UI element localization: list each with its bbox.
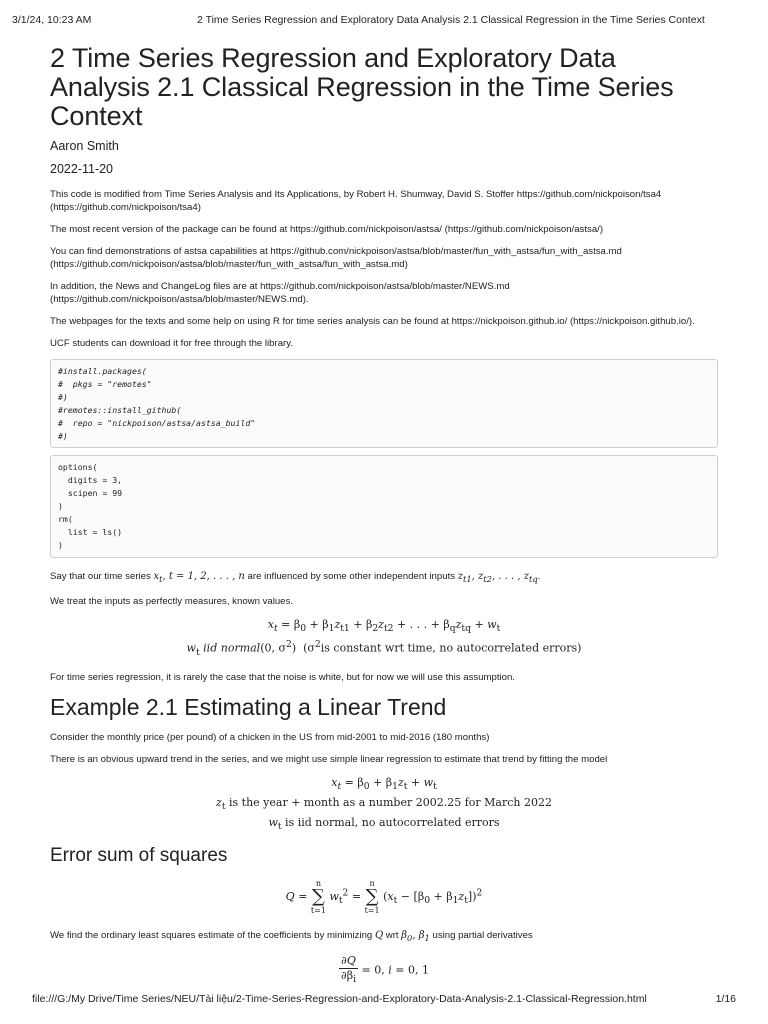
inputs-paragraph: Say that our time series $x_t$, t = 1, 2, . . . , n are influenced by some other independent inputs $z_{t1}$, $z_{t2}$, . . . , $z_{tq}$. — [50, 570, 541, 584]
intro-paragraph: UCF students can download it for free through the library. — [50, 338, 293, 349]
trend-equation: $x_t = \beta_0 + \beta_1z_t + w_t$ $z_t$ is the year + month as a number 2002.25 for March 2022 $w_t$ is iid normal, no autocorrelated errors — [216, 775, 552, 833]
print-header — [12, 14, 756, 28]
intro-paragraph: In addition, the News and ChangeLog files are at https://github.com/nickpoison/astsa/blob/master/NEWS.md (https://github.com/nickpoison/astsa/blob/master/NEWS.md). — [50, 281, 510, 305]
ols-paragraph: We find the ordinary least squares estimate of the coefficients by minimizing Q wrt $\beta_0$, $\beta_1$ using partial derivatives — [50, 930, 533, 944]
fraction: $\frac{\partial Q}{\partial\beta_i}$ — [341, 954, 357, 986]
print-date: 3/1/24, 10:23 AM — [12, 14, 92, 26]
code-text: options( digits = 3, scipen = 99 ) rm( list = ls() ) — [58, 462, 123, 550]
code-block-options — [50, 455, 718, 557]
summation-sign: n ∑ t=1 — [364, 879, 380, 916]
print-title: 2 Time Series Regression and Exploratory Data Analysis 2.1 Classical Regression in the Time Series Context — [197, 14, 705, 26]
page-number: 1/16 — [715, 993, 736, 1005]
noise-paragraph: For time series regression, it is rarely the case that the noise is white, but for now we will use this assumption. — [50, 671, 515, 683]
math-x-t: $x_t$, t = 1, 2, . . . , n — [153, 570, 245, 584]
code-text: #install.packages( # pkgs = "remotes" #) #remotes::install_github( # repo = "nickpoison/astsa/astsa_build" #) — [58, 366, 256, 441]
sse-equation: Q = n ∑ t=1 $w_t^2$ = n ∑ t=1 $(x_t - [\beta_0 + \beta_1z_t])^2$ — [285, 879, 483, 916]
file-path: file:///G:/My Drive/Time Series/NEU/Tài liệu/2-Time-Series-Regression-and-Exploratory-Data-Analysis-2.1-Classical-Regression.html — [32, 993, 647, 1005]
intro-paragraph: You can find demonstrations of astsa capabilities at https://github.com/nickpoison/astsa/blob/master/fun_with_astsa/fun_with_astsa.md (https://github.com/nickpoison/astsa/blob/master/fun_with_astsa/fun_with_astsa.md) — [50, 246, 622, 270]
document-body — [50, 44, 718, 998]
code-block-install — [50, 359, 718, 448]
intro-paragraph: The webpages for the texts and some help on using R for time series analysis can be found at https://nickpoison.github.io/ (https://nickpoison.github.io/). — [50, 316, 695, 327]
intro-paragraph: This code is modified from Time Series Analysis and Its Applications, by Robert H. Shumway, David S. Stoffer https://github.com/nickpoison/tsa4 (https://github.com/nickpoison/tsa4) — [50, 189, 662, 213]
print-footer — [32, 993, 736, 1007]
trend-paragraph: There is an obvious upward trend in the series, and we might use simple linear regression to estimate that trend by fitting the model — [50, 753, 608, 765]
regression-equation: $x_t = \beta_0 + \beta_1z_{t1} + \beta_2z_{t2}$ + . . . + $\beta_qz_{tq} + w_t$ $w_t$ iid normal(0, $\sigma^2$) ($\sigma^2is$ constant wrt time, no autocorrelated errors) — [186, 617, 582, 658]
summation-sign: n ∑ t=1 — [310, 879, 326, 916]
author: Aaron Smith — [50, 139, 119, 153]
page-title: 2 Time Series Regression and Exploratory Data Analysis 2.1 Classical Regression in the Time Series Context — [50, 43, 674, 131]
chicken-paragraph: Consider the monthly price (per pound) of a chicken in the US from mid-2001 to mid-2016 (180 months) — [50, 731, 490, 743]
subsection-heading: Error sum of squares — [50, 845, 228, 867]
intro-paragraph: The most recent version of the package can be found at https://github.com/nickpoison/astsa/ (https://github.com/nickpoison/astsa/) — [50, 224, 604, 235]
partial-derivative-equation: $\frac{\partial Q}{\partial\beta_i}$ = 0, i = 0, 1 — [341, 954, 429, 986]
treat-paragraph: We treat the inputs as perfectly measures, known values. — [50, 595, 293, 607]
doc-date: 2022-11-20 — [50, 162, 114, 176]
math-z-inputs: $z_{t1}$, $z_{t2}$, . . . , $z_{tq}$ — [457, 570, 538, 584]
section-heading: Example 2.1 Estimating a Linear Trend — [50, 693, 447, 720]
